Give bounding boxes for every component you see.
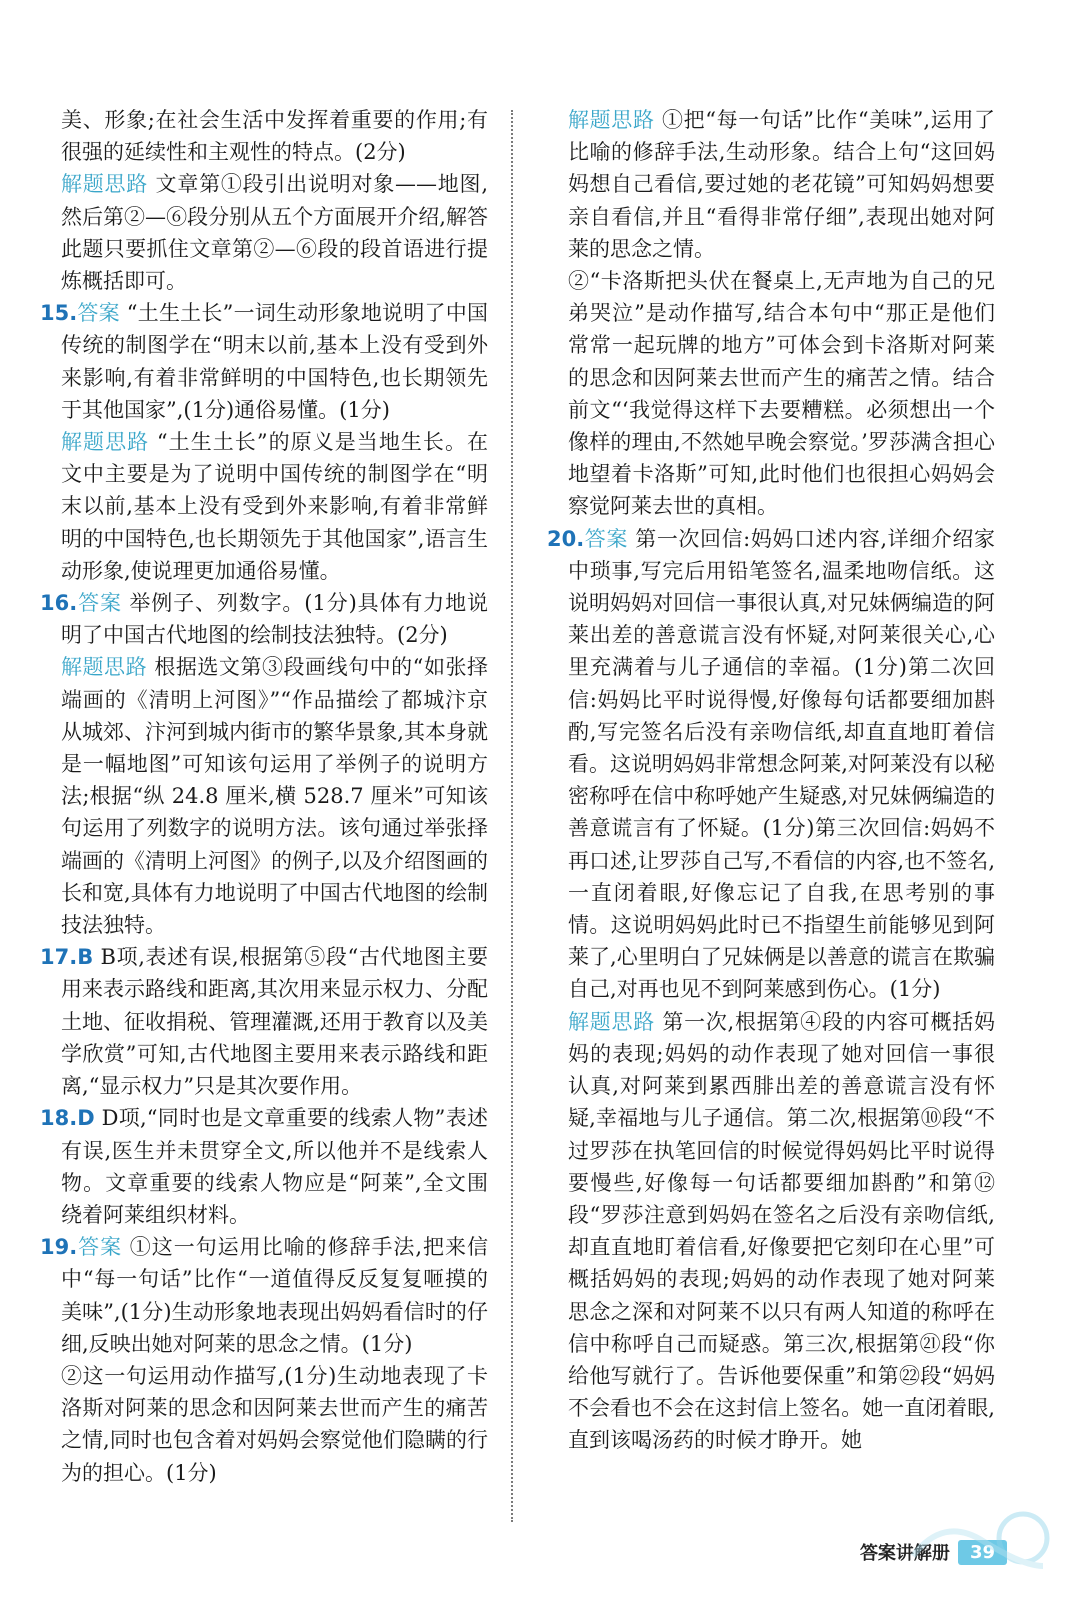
q19-answer-part2: ②这一句运用动作描写,(1分)生动地表现了卡洛斯对阿莱的思念和因阿莱去世而产生的痛苦之情,同时也包含着对妈妈会察觉他们隐瞒的行为的担心。(1分) — [61, 1363, 488, 1485]
explanation-text: 第一次,根据第④段的内容可概括妈妈的表现;妈妈的动作表现了她对回信一事很认真,对阿莱到累西腓出差的善意谎言没有怀疑,幸福地与儿子通信。第二次,根据第⑩段“不过罗莎在执笔回信的时候觉得妈妈比平时说得要慢些,好像每一句话都要细加斟酌”和第⑫段“罗莎注意到妈妈在签名之后没有亲吻信纸,却直直地盯着信看,好像要把它刻印在心里”可概括妈妈的表现;妈妈的动作表现了她对阿莱思念之深和对阿莱不以只有两人知道的称呼在信中称呼自己而疑惑。第三次,根据第㉑段“你给他写就行了。告诉他要保重”和第㉒段“妈妈不会看也不会在这封信上签名。她一直闭着眼,直到该喝汤药的时候才睁开。她 — [568, 1009, 996, 1453]
answer-label: 答案 — [77, 591, 122, 616]
q14-explanation — [40, 168, 488, 297]
watermark-stamp — [903, 1496, 1053, 1596]
answer-continuation: 美、形象;在社会生活中发挥着重要的作用;有很强的延续性和主观性的特点。(2分) — [61, 108, 488, 165]
explanation-label: 解题思路 — [568, 108, 655, 132]
page-number: 39 — [958, 1540, 1007, 1565]
explanation-text: 文章第①段引出说明对象——地图,然后第②—⑥段分别从五个方面展开介绍,解答此题只要抓住文章第②—⑥段的段首语进行提炼概括即可。 — [61, 172, 488, 294]
q19-explanation — [547, 104, 995, 265]
right-column — [547, 104, 995, 1457]
answer-label: 答案 — [77, 1235, 123, 1260]
answer-text: 第一次回信:妈妈口述内容,详细介绍家中琐事,写完后用铅笔签名,温柔地吻信纸。这说明妈妈对回信一事很认真,对兄妹俩编造的阿莱出差的善意谎言没有怀疑,对阿莱很关心,心里充满着与儿子通信的幸福。(1分)第二次回信:妈妈比平时说得慢,好像每句话都要细加斟酌,写完签名后没有亲吻信纸,却直直地盯着信看。这说明妈妈非常想念阿莱,对阿莱没有以秘密称呼在信中称呼她产生疑惑,对兄妹俩编造的善意谎言有了怀疑。(1分)第三次回信:妈妈不再口述,让罗莎自己写,不看信的内容,也不签名,一直闭着眼,好像忘记了自我,在思考别的事情。这说明妈妈此时已不指望生前能够见到阿莱了,心里明白了兄妹俩是以善意的谎言在欺骗自己,对再也见不到阿莱感到伤心。(1分) — [568, 526, 995, 1002]
column-divider — [511, 110, 513, 1522]
answer-text: 举例子、列数字。(1分)具体有力地说明了中国古代地图的绘制技法独特。(2分) — [61, 591, 488, 648]
q18-answer — [40, 1102, 488, 1231]
question-number: 15. — [40, 301, 78, 326]
q20-explanation — [547, 1006, 995, 1457]
answer-text: D项,“同时也是文章重要的线索人物”表述有误,医生并未贯穿全文,所以他并不是线索人物。文章重要的线索人物应是“阿莱”,全文围绕着阿莱组织材料。 — [61, 1106, 488, 1227]
question-number: 20. — [547, 526, 585, 551]
left-column — [40, 104, 488, 1489]
q17-answer — [40, 941, 488, 1102]
answer-text: B项,表述有误,根据第⑤段“古代地图主要用来表示路线和距离,其次用来显示权力、分配土地、征收捐税、管理灌溉,还用于教育以及美学欣赏”可知,古代地图主要用来表示路线和距离,“显示权力”只是其次要作用。 — [61, 945, 488, 1099]
answer-label: 答案 — [584, 526, 628, 551]
explanation-text: “土生土长”的原义是当地生长。在文中主要是为了说明中国传统的制图学在“明末以前,基本上没有受到外来影响,有着非常鲜明的中国特色,也长期领先于其他国家”,语言生动形象,使说理更加通俗易懂。 — [61, 430, 488, 583]
q19-explanation-part2: ②“卡洛斯把头伏在餐桌上,无声地为自己的兄弟哭泣”是动作描写,结合本句中“那正是他们常常一起玩牌的地方”可体会到卡洛斯对阿莱的思念和因阿莱去世而产生的痛苦之情。结合前文“‘我觉得这样下去要糟糕。必须想出一个像样的理由,不然她早晚会察觉。’罗莎满含担心地望着卡洛斯”可知,此时他们也很担心妈妈会察觉阿莱去世的真相。 — [568, 269, 995, 519]
answer-label: 答案 — [77, 301, 120, 326]
question-number: 18.D — [40, 1106, 95, 1131]
answer-text: ①这一句运用比喻的修辞手法,把来信中“每一句话”比作“一道值得反反复复咂摸的美味”,(1分)生动形象地表现出妈妈看信时的仔细,反映出她对阿莱的思念之情。(1分) — [61, 1235, 488, 1356]
question-number: 19. — [40, 1235, 78, 1260]
q15-explanation — [40, 426, 488, 587]
explanation-text: 根据选文第③段画线句中的“如张择端画的《清明上河图》”“作品描绘了都城汴京从城郊、汴河到城内街市的繁华景象,其本身就是一幅地图”可知该句运用了举例子的说明方法;根据“纵 24.8 厘米,横 528.7 厘米”可知该句运用了列数字的说明方法。该句通过举张择端画的《清明上河图》的例子,以及介绍图画的长和宽,具体有力地说明了中国古代地图的绘制技法独特。 — [61, 655, 489, 938]
question-number: 17.B — [40, 945, 94, 970]
footer-label: 答案讲解册 — [859, 1543, 950, 1564]
q19-answer — [40, 1231, 488, 1360]
explanation-label: 解题思路 — [61, 172, 149, 197]
q20-answer — [547, 523, 995, 1006]
explanation-label: 解题思路 — [568, 1009, 655, 1034]
explanation-label: 解题思路 — [61, 430, 150, 455]
answer-text: “土生土长”一词生动形象地说明了中国传统的制图学在“明末以前,基本上没有受到外来影响,有着非常鲜明的中国特色,也长期领先于其他国家”,(1分)通俗易懂。(1分) — [61, 301, 488, 422]
explanation-label: 解题思路 — [61, 655, 148, 680]
explanation-text: ①把“每一句话”比作“美味”,运用了比喻的修辞手法,生动形象。结合上句“这回妈妈想自己看信,要过她的老花镜”可知妈妈想要亲自看信,并且“看得非常仔细”,表现出她对阿莱的思念之情。 — [568, 108, 995, 261]
q16-explanation — [40, 651, 488, 941]
q15-answer — [40, 297, 488, 426]
q16-answer — [40, 587, 488, 651]
question-number: 16. — [40, 591, 78, 616]
